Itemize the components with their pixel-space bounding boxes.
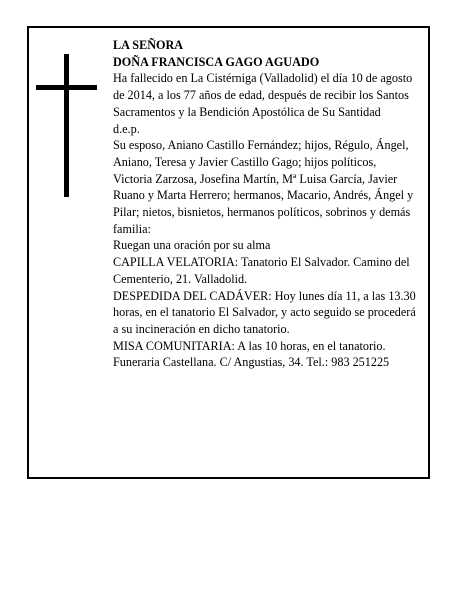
death-announcement: Ha fallecido en La Cistérniga (Valladolid) el día 10 de agosto de 2014, a los 77 años de edad, después de recibir los Santos Sacramentos y la Bendición Apostólica de Su Santidad [113,71,413,119]
prayer-request: Ruegan una oración por su alma [113,238,271,253]
mass-info: MISA COMUNITARIA: A las 10 horas, en el tanatorio. [113,338,386,353]
notice-title: LA SEÑORA [113,38,184,52]
chapel-info: CAPILLA VELATORIA: Tanatorio El Salvador. Camino del Cementerio, 21. Valladolid. [113,255,410,286]
cross-icon [64,54,69,197]
deceased-name: DOÑA FRANCISCA GAGO AGUADO [113,54,320,69]
notice-body [113,37,418,371]
funeral-home-info: Funeraria Castellana. C/ Angustias, 34. Tel.: 983 251225 [113,355,390,370]
cross-icon-crossbar [36,85,97,90]
farewell-info: DESPEDIDA DEL CADÁVER: Hoy lunes día 11, a las 13.30 horas, en el tanatorio El Salvador, y acto seguido se procederá a su incineración en dicho tanatorio. [113,288,416,336]
rip-abbreviation: d.e.p. [113,121,140,136]
family-list: Su esposo, Aniano Castillo Fernández; hijos, Régulo, Ángel, Aniano, Teresa y Javier Castillo Gago; hijos políticos, Victoria Zarzosa, Josefina Martín, Mª Luisa García, Javier Ruano y Marta Herrero; hermanos, Macario, Andrés, Ángel y Pilar; nietos, bisnietos, hermanos políticos, sobrinos y demás familia: [113,138,414,236]
